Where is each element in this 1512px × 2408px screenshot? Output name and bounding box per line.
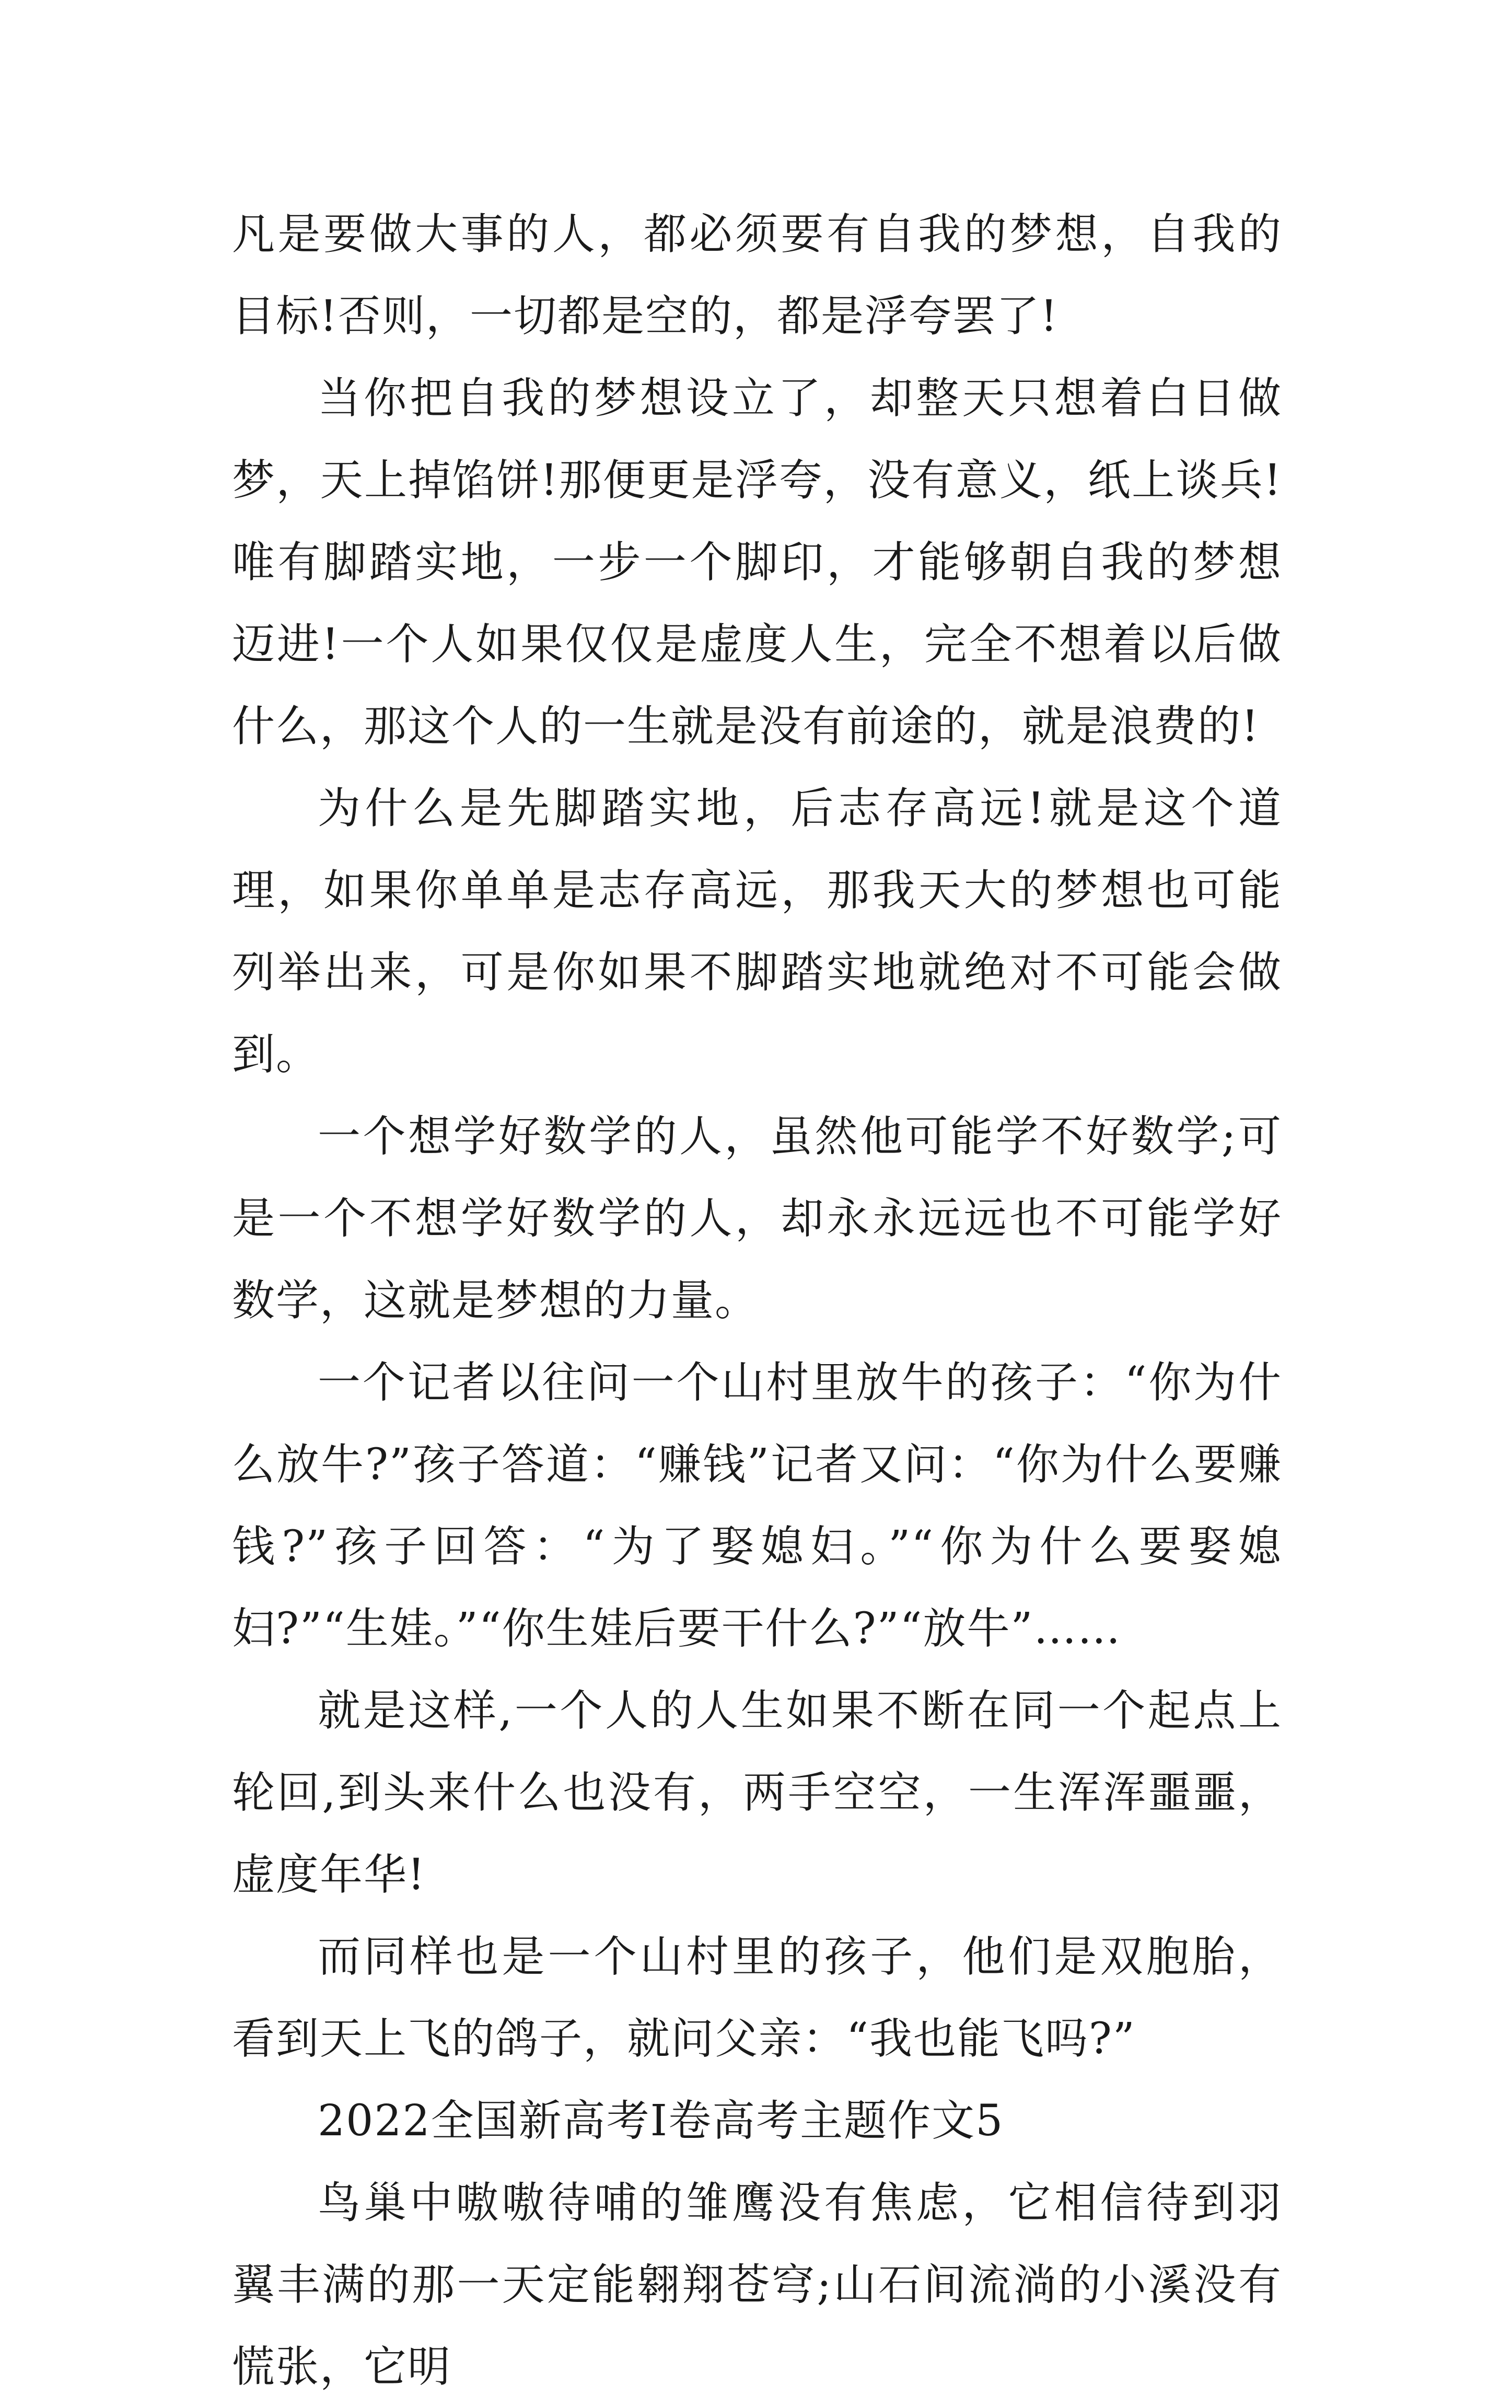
- paragraph-8: 鸟巢中嗷嗷待哺的雏鹰没有焦虑，它相信待到羽翼丰满的那一天定能翱翔苍穹;山石间流淌的小溪没有慌张，它明: [232, 2178, 1282, 2392]
- paragraph-6: 就是这样,一个人的人生如果不断在同一个起点上轮回,到头来什么也没有，两手空空，一生浑浑噩噩，虚度年华!: [232, 1686, 1282, 1900]
- paragraph-2: 当你把自我的梦想设立了，却整天只想着白日做梦，天上掉馅饼!那便更是浮夸，没有意义，纸上谈兵!唯有脚踏实地，一步一个脚印，才能够朝自我的梦想迈进!一个人如果仅仅是虚度人生，完全不想着以后做什么，那这个人的一生就是没有前途的，就是浪费的!: [232, 374, 1282, 751]
- paragraph-4: 一个想学好数学的人，虽然他可能学不好数学;可是一个不想学好数学的人，却永永远远也不可能学好数学，这就是梦想的力量。: [232, 1112, 1282, 1325]
- paragraph-1: 凡是要做大事的人，都必须要有自我的梦想，自我的目标!否则，一切都是空的，都是浮夸罢了!: [232, 210, 1282, 341]
- paragraph-3: 为什么是先脚踏实地，后志存高远!就是这个道理，如果你单单是志存高远，那我天大的梦想也可能列举出来，可是你如果不脚踏实地就绝对不可能会做到。: [232, 784, 1282, 1079]
- section-heading: 2022全国新高考Ⅰ卷高考主题作文5: [318, 2096, 1004, 2146]
- paragraph-5: 一个记者以往问一个山村里放牛的孩子：“你为什么放牛?”孩子答道：“赚钱”记者又问：“你为什么要赚钱?”孩子回答：“为了娶媳妇。”“你为什么要娶媳妇?”“生娃。”“你生娃后要干什么?”“放牛”……: [232, 1358, 1282, 1654]
- body-text: [232, 193, 1282, 2408]
- paragraph-7: 而同样也是一个山村里的孩子，他们是双胞胎，看到天上飞的鸽子，就问父亲：“我也能飞吗?”: [232, 1932, 1282, 2064]
